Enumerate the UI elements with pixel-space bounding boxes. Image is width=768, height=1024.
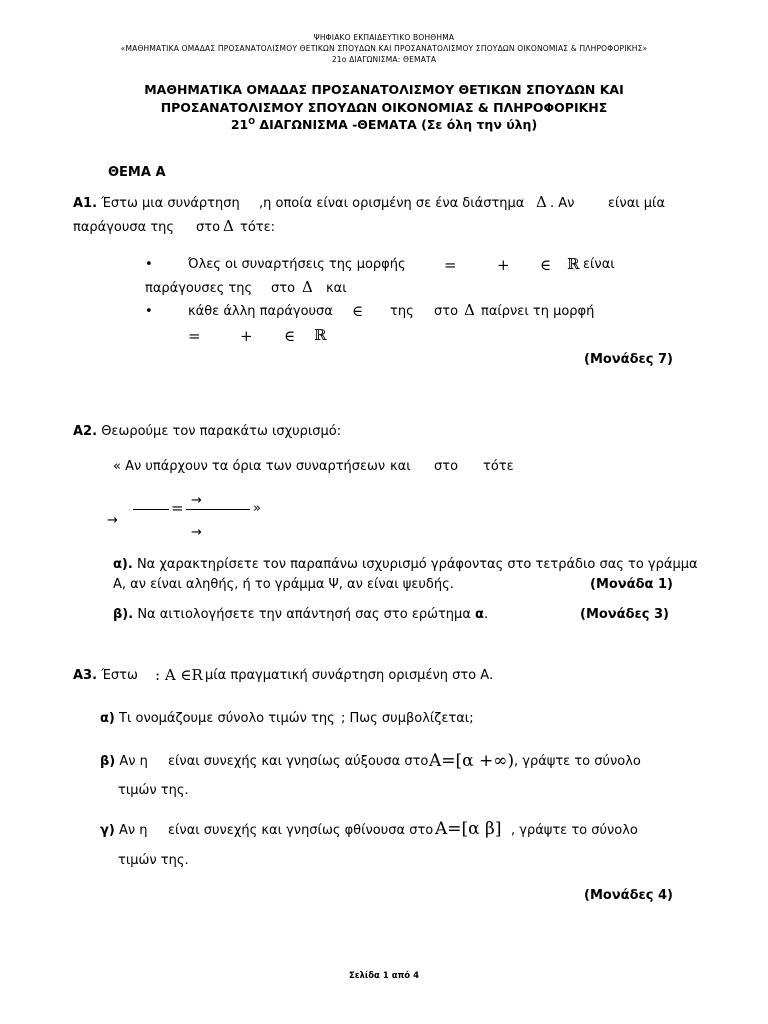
a1-line-1d: είναι μία xyxy=(608,196,666,211)
bullet1-text-d: στο xyxy=(271,281,296,296)
delta-symbol: Δ xyxy=(536,193,547,211)
a3-points: (Μονάδες 4) xyxy=(584,888,673,903)
a1-points: (Μονάδες 7) xyxy=(584,352,673,367)
close-quote: » xyxy=(253,501,261,516)
a3-qc-line-c: , γράψτε το σύνολο xyxy=(511,823,638,838)
bullet: • xyxy=(145,304,153,319)
a3-line-1: Α3. Έστω xyxy=(73,668,138,683)
a2-intro: Α2. Θεωρούμε τον παρακάτω ισχυρισμό: xyxy=(73,424,342,439)
bullet2-text-d: παίρνει τη μορφή xyxy=(481,304,595,319)
theme-heading: ΘΕΜΑ Α xyxy=(108,165,166,180)
bullet1-text-e: και xyxy=(326,281,347,296)
element-of-symbol: ∈ xyxy=(352,302,364,320)
a2-qa-line-2: Α, αν είναι αληθής, ή το γράμμα Ψ, αν είναι ψευδής. xyxy=(113,577,454,592)
equals-symbol: = xyxy=(171,499,184,517)
a2-qa-line-1: α). Να χαρακτηρίσετε τον παραπάνω ισχυρισμό γράφοντας στο τετράδιο σας το γράμμα xyxy=(113,557,698,572)
a1-line-2c: τότε: xyxy=(240,220,276,235)
element-of-symbol: ∈ xyxy=(540,256,552,274)
bullet1-text-a: Όλες οι συναρτήσεις της μορφής xyxy=(188,257,406,272)
bullet2-text-b: της xyxy=(390,304,414,319)
header-line-3: 21ο ΔΙΑΓΩΝΙΣΜΑ: ΘΕΜΑΤΑ xyxy=(331,55,437,64)
bullet2-text-c: στο xyxy=(434,304,459,319)
a3-qa-line: α) Τι ονομάζουμε σύνολο τιμών της xyxy=(100,711,335,726)
a3-qb-line-a: β) Αν η xyxy=(100,754,148,769)
reals-symbol: ℝ xyxy=(314,326,327,344)
page-footer: Σελίδα 1 από 4 xyxy=(348,971,420,981)
a3-qb-line-d: τιμών της. xyxy=(118,783,189,798)
bullet1-text-c: παράγουσες της xyxy=(145,281,253,296)
header-line-1: ΨΗΦΙΑΚΟ ΕΚΠΑΙΔΕΥΤΙΚΟ ΒΟΗΘΗΜΑ xyxy=(313,33,455,42)
fraction-bar-right xyxy=(186,509,250,510)
reals-symbol: ℝ xyxy=(567,255,580,273)
a1-line-1c: . Αν xyxy=(550,196,575,211)
title-line-2: ΠΡΟΣΑΝΑΤΟΛΙΣΜΟΥ ΣΠΟΥΔΩΝ ΟΙΚΟΝΟΜΙΑΣ & ΠΛΗΡΟΦΟΡΙΚΗΣ xyxy=(160,100,608,115)
plus-symbol: + xyxy=(497,256,510,274)
fraction-bar-left xyxy=(133,509,169,510)
a2-qa-points: (Μονάδα 1) xyxy=(590,577,673,592)
a1-line-1: Α1. Έστω μια συνάρτηση xyxy=(73,196,240,211)
a3-qb-interval: A=[α +∞) xyxy=(429,751,515,771)
a2-claim-d: τότε xyxy=(483,459,514,474)
title-line-3: $21^O$ ΔΙΑΓΩΝΙΣΜΑ -ΘΕΜΑΤΑ (Σε όλη την ύλη) xyxy=(230,117,538,133)
equals-symbol: = xyxy=(188,327,201,345)
a2-qb-line: β). Να αιτιολογήσετε την απάντησή σας στο ερώτημα α. xyxy=(113,607,489,622)
a1-line-2a: παράγουσα της xyxy=(73,220,175,235)
equals-symbol: = xyxy=(444,256,457,274)
a3-qc-interval: A=[α β] xyxy=(435,819,502,839)
title-line-1: ΜΑΘΗΜΑΤΙΚΑ ΟΜΑΔΑΣ ΠΡΟΣΑΝΑΤΟΛΙΣΜΟΥ ΘΕΤΙΚΩΝ ΣΠΟΥΔΩΝ ΚΑΙ xyxy=(144,82,624,97)
a2-claim-b: και xyxy=(390,459,411,474)
a2-claim-a: « Αν υπάρχουν τα όρια των συναρτήσεων xyxy=(113,459,386,474)
delta-symbol: Δ xyxy=(223,217,234,235)
delta-symbol: Δ xyxy=(302,278,313,296)
a3-qc-line-b: είναι συνεχής και γνησίως φθίνουσα στο xyxy=(168,823,434,838)
a3-qa-line-b: ; Πως συμβολίζεται; xyxy=(341,711,474,726)
a3-qc-line-a: γ) Αν η xyxy=(100,823,148,838)
a3-qb-line-c: , γράψτε το σύνολο xyxy=(514,754,641,769)
plus-symbol: + xyxy=(240,327,253,345)
a2-claim-c: στο xyxy=(434,459,459,474)
a3-qc-line-d: τιμών της. xyxy=(118,853,189,868)
limit-arrow: → xyxy=(191,493,202,508)
a1-line-1b: ,η οποία είναι ορισμένη σε ένα διάστημα xyxy=(259,196,525,211)
a1-line-2b: στο xyxy=(196,220,221,235)
bullet1-text-b: είναι xyxy=(583,257,615,272)
delta-symbol: Δ xyxy=(464,301,475,319)
header-line-2: «ΜΑΘΗΜΑΤΙΚΑ ΟΜΑΔΑΣ ΠΡΟΣΑΝΑΤΟΛΙΣΜΟΥ ΘΕΤΙΚΩΝ ΣΠΟΥΔΩΝ ΚΑΙ ΠΡΟΣΑΝΑΤΟΛΙΣΜΟΥ ΣΠΟΥΔΩΝ ΟΙΚΟΝΟΜΙΑΣ & ΠΛΗΡΟΦΟΡΙΚΗΣ» xyxy=(120,44,648,53)
a3-domain-math: : A ∈R xyxy=(155,666,203,684)
a2-qb-points: (Μονάδες 3) xyxy=(580,607,669,622)
a3-qb-line-b: είναι συνεχής και γνησίως αύξουσα στο xyxy=(168,754,429,769)
element-of-symbol: ∈ xyxy=(284,327,296,345)
limit-arrow: → xyxy=(191,525,202,540)
a3-line-1b: μία πραγματική συνάρτηση ορισμένη στο Α. xyxy=(205,668,494,683)
limit-arrow: → xyxy=(107,513,118,528)
bullet: • xyxy=(145,257,153,272)
bullet2-text-a: κάθε άλλη παράγουσα xyxy=(188,304,333,319)
